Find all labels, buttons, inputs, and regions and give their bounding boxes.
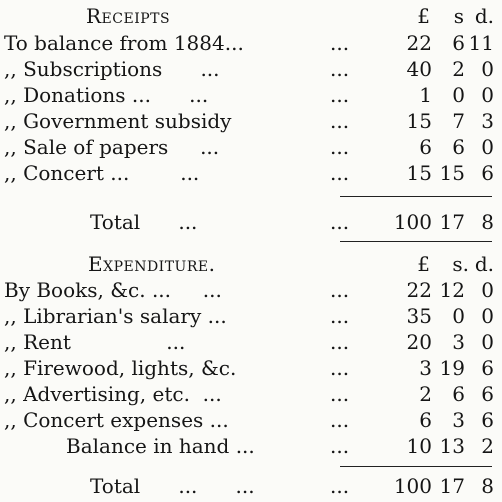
receipt-label: ,, Donations ... ... [4,83,209,107]
expenditure-heading: Expenditure. [88,252,216,276]
receipt-label: ,, Subscriptions ... [4,57,220,81]
expenditure-dots: ... [330,304,350,328]
expenditure-dots: ... [330,408,350,432]
receipt-label: ,, Sale of papers ... [4,135,220,159]
receipts-total-row [0,210,502,234]
receipt-shillings: 6 [452,135,465,159]
receipt-pounds: 1 [419,83,432,107]
expenditure-pence: 6 [481,382,494,406]
receipt-shillings: 6 [452,31,465,55]
receipt-row [0,83,502,107]
expenditure-label: ,, Rent ... [4,330,186,354]
receipt-pence: 0 [481,57,494,81]
expenditure-dots: ... [330,330,350,354]
receipt-label: ,, Government subsidy [4,109,232,133]
receipt-dots: ... [330,161,350,185]
receipt-pounds: 6 [419,135,432,159]
expenditure-shillings: 12 [439,278,465,302]
receipt-pounds: 15 [406,109,432,133]
receipt-pounds: 40 [406,57,432,81]
receipt-shillings: 7 [452,109,465,133]
expenditure-col-pounds: £ [417,252,430,276]
expenditure-label: ,, Firewood, lights, &c. [4,356,237,380]
receipt-shillings: 2 [452,57,465,81]
expenditure-header-row [0,252,502,276]
receipt-pence: 0 [481,135,494,159]
expenditure-shillings: 13 [439,434,465,458]
expenditure-shillings: 19 [439,356,465,380]
expenditure-pounds: 22 [406,278,432,302]
expenditure-total-pounds: 100 [393,474,432,498]
expenditure-shillings: 0 [452,304,465,328]
expenditure-pounds: 35 [406,304,432,328]
expenditure-dots: ... [330,278,350,302]
receipt-row [0,135,502,159]
receipts-header-row [0,4,502,28]
receipts-total-rule [340,196,492,197]
expenditure-dots: ... [330,382,350,406]
expenditure-total-rule [340,466,492,467]
receipts-total-pounds: 100 [393,210,432,234]
expenditure-total-pence: 8 [481,474,494,498]
receipt-pounds: 15 [406,161,432,185]
receipts-total-dots: ... [330,210,350,234]
expenditure-pence: 0 [481,304,494,328]
receipts-total-underline [340,241,492,242]
receipt-dots: ... [330,83,350,107]
receipt-pence: 3 [481,109,494,133]
receipt-shillings: 15 [439,161,465,185]
expenditure-label: ,, Advertising, etc. ... [4,382,222,406]
receipt-dots: ... [330,57,350,81]
receipt-pence: 6 [481,161,494,185]
expenditure-pounds: 2 [419,382,432,406]
expenditure-pounds: 10 [406,434,432,458]
expenditure-col-shillings: s. [452,252,469,276]
expenditure-pounds: 20 [406,330,432,354]
receipt-dots: ... [330,109,350,133]
receipt-dots: ... [330,31,350,55]
expenditure-shillings: 3 [452,408,465,432]
receipts-col-pounds: £ [417,4,430,28]
expenditure-total-shillings: 17 [439,474,465,498]
expenditure-pence: 2 [481,434,494,458]
receipt-pence: 0 [481,83,494,107]
receipts-heading: Receipts [86,4,171,28]
receipt-row [0,31,502,55]
receipt-pence: 11 [468,31,494,55]
expenditure-label: ,, Concert expenses ... [4,408,229,432]
expenditure-dots: ... [330,356,350,380]
receipts-total-shillings: 17 [439,210,465,234]
receipt-row [0,57,502,81]
expenditure-pence: 0 [481,278,494,302]
expenditure-pence: 6 [481,356,494,380]
receipts-total-label: Total ... [90,210,198,234]
receipt-label: ,, Concert ... ... [4,161,200,185]
expenditure-total-label: Total ... ... [90,474,255,498]
expenditure-pence: 0 [481,330,494,354]
expenditure-row [0,356,502,380]
receipts-total-pence: 8 [481,210,494,234]
expenditure-total-dots: ... [330,474,350,498]
receipt-pounds: 22 [406,31,432,55]
expenditure-row [0,330,502,354]
expenditure-pounds: 3 [419,356,432,380]
expenditure-total-row [0,474,502,498]
receipt-dots: ... [330,135,350,159]
receipt-row [0,109,502,133]
expenditure-col-pence: d. [474,252,494,276]
expenditure-row [0,434,502,458]
receipt-row [0,161,502,185]
expenditure-row [0,278,502,302]
receipts-col-pence: d. [474,4,494,28]
expenditure-row [0,408,502,432]
expenditure-shillings: 3 [452,330,465,354]
expenditure-label: By Books, &c. ... ... [4,278,222,302]
expenditure-dots: ... [330,434,350,458]
expenditure-label: ,, Librarian's salary ... [4,304,227,328]
receipt-shillings: 0 [452,83,465,107]
expenditure-label: Balance in hand ... [66,434,255,458]
expenditure-pounds: 6 [419,408,432,432]
expenditure-row [0,382,502,406]
receipt-label: To balance from 1884... [4,31,244,55]
receipts-col-shillings: s [453,4,464,28]
expenditure-pence: 6 [481,408,494,432]
expenditure-shillings: 6 [452,382,465,406]
expenditure-row [0,304,502,328]
